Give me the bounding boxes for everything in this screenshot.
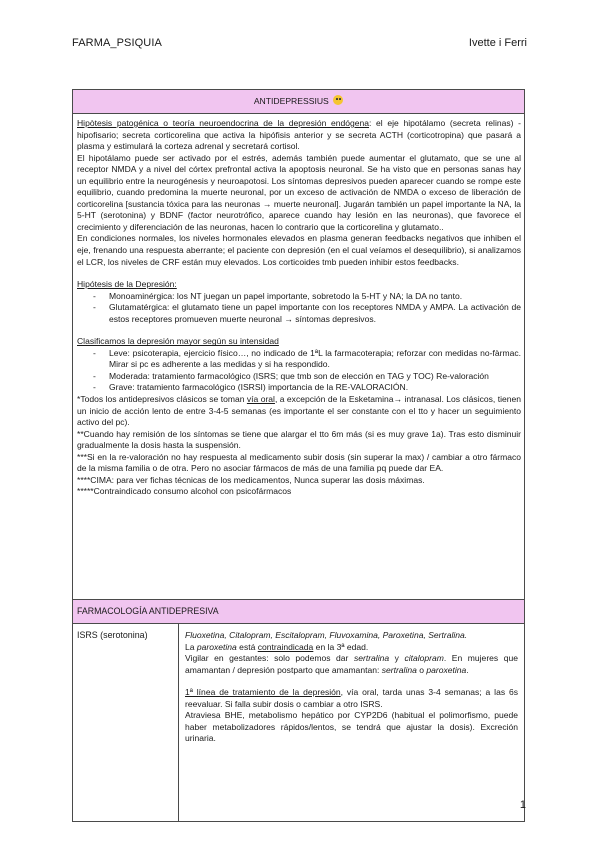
document-header-right: Ivette i Ferri xyxy=(468,37,527,49)
list-item: - Moderada: tratamiento farmacológico (ISRS; que tmb son de elección en TAG y TOC) Re-valoración xyxy=(93,370,489,381)
note-3: ***Si en la re-valoración no hay respuesta al medicamento subir dosis (sin superar la max) / cambiar a otro fármaco de la misma familia o de otra. Pero no asociar fármacos de más de una familia pq puede dar EA. xyxy=(77,451,521,474)
main-notes-cell xyxy=(73,114,524,600)
paragraph-hypothalamus: El hipotálamo puede ser activado por el estrés, además también puede aumentar el glutamato, que se une al receptor NMDA y a nivel del córtex prefrontal activa la apoptosis neuronal. Se ha visto que en personas sanas hay un equilibrio entre la neurogénesis y neuroapotosi. Los síntomas depresivos pueden aparecer cuando se rompe este equilibrio, cuando predomina la muerte neuronal, por un exceso de activación de NMDA o exceso de liberación de corticorelina [sustancia tóxica para las neuronas → muerte neuronal]. Jugarán también un papel importante la NA, la 5-HT (serotonina) y BDNF (factor neurotrófico, aparece cuando hay lesión en las neuronas), que favorece el crecimiento y diferenciación de las neuronas, hacen lo contrario que la corticorelina y glutamato.. xyxy=(77,152,521,232)
notes-table xyxy=(72,89,525,822)
content-line-4: Atraviesa BHE, metabolismo hepático por CYP2D6 (habitual el polimorfismo, puede haber metabolizadores rápidos/lentos, se tendrá que ajustar la dosis). Excreción urinaria. xyxy=(185,710,518,744)
table-title-bar xyxy=(73,90,524,114)
note-5: *****Contraindicado consumo alcohol con psicofármacos xyxy=(77,486,292,497)
note-4: ****CIMA: para ver fichas técnicas de los medicamentos, Nunca superar las dosis máximas. xyxy=(77,474,425,485)
table-row xyxy=(73,624,524,822)
page-number: 1 xyxy=(519,799,526,811)
document-header-left: FARMA_PSIQUIA xyxy=(72,37,162,49)
row-label: ISRS (serotonina) xyxy=(73,624,179,822)
table-title: ANTIDEPRESSIUS xyxy=(253,96,329,106)
smirk-face-icon xyxy=(333,95,343,105)
paragraph-hypothesis xyxy=(77,118,521,153)
note-2: **Cuando hay remisión de los síntomas se tiene que alargar el tto 6m más (si es muy grave 1a). Tras esto disminuir gradualmente la dosis hasta la suspensión. xyxy=(77,428,521,451)
content-line-1: La paroxetina está contraindicada en la 3ª edad. xyxy=(185,641,369,652)
hypotheses-title: Hipótesis de la Depresión: xyxy=(77,279,177,290)
list-item: - Monoaminérgica: los NT juegan un papel importante, sobretodo la 5-HT y NA; la DA no tanto. xyxy=(93,290,463,301)
row-content xyxy=(179,624,524,822)
list-item: - Grave: tratamiento farmacológico (ISRSI) importancia de la RE-VALORACIÓN. xyxy=(93,382,409,393)
hypothesis-text: : el eje hipotálamo (secreta relinas) - hipofisario; secreta corticorelina que activa la hipófisis anterior y se secreta ACTH (corticotropina) que pasará a plasma y estimulará la corteza adrenal y secretará cortisol. xyxy=(77,118,521,152)
hypothesis-heading: Hipòtesis patogénica o teoría neuroendocrina de la depresión endógena xyxy=(77,118,370,128)
section-title: FARMACOLOGÍA ANTIDEPRESIVA xyxy=(73,600,524,624)
classification-title: Clasificamos la depresión mayor según su intensidad xyxy=(77,336,279,347)
paragraph-normal-conditions: En condiciones normales, los niveles hormonales elevados en plasma generan feedbacks negativos que inhiben el eje, frenando una respuesta aberrante; el paciente con depresión (en el cual veíamos el desequilibrio), si analizamos el LCR, los niveles de CRF están muy elevados. Los corticoides tmb pueden inhibir estos feedbacks. xyxy=(77,233,521,267)
list-item: - Leve: psicoterapia, ejercicio físico…, no indicado de 1ªL la farmacoterapia; reforzar con medidas no-fàrmac. Mirar si pc es adherente a las medidas y si ha respondido. xyxy=(93,347,521,370)
list-item: - Glutamatérgica: el glutamato tiene un papel importante con los receptores NMDA y AMPA. La activación de estos receptores promueven muerte neuronal → síntomas depresivos. xyxy=(93,302,521,324)
drug-list: Fluoxetina, Citalopram, Escitalopram, Fluvoxamina, Paroxetina, Sertralina. xyxy=(185,630,468,640)
content-line-2: Vigilar en gestantes: solo podemos dar sertralina y citalopram. En mujeres que amamantan / depresión postparto que amamantan: sertralina o paroxetina. xyxy=(185,653,518,675)
note-1: *Todos los antidepresivos clásicos se toman vía oral, a excepción de la Esketamina→ intranasal. Los clásicos, tienen un inicio de acción lento de entre 3-4-5 semanas (es importante el ser constante con el tto y hacer un seguimiento activo del pc). xyxy=(77,394,521,428)
content-line-3: 1ª línea de tratamiento de la depresión, vía oral, tarda unas 3-4 semanas; a las 6s reevaluar. Si falla subir dosis o cambiar a otro ISRS. xyxy=(185,687,518,709)
